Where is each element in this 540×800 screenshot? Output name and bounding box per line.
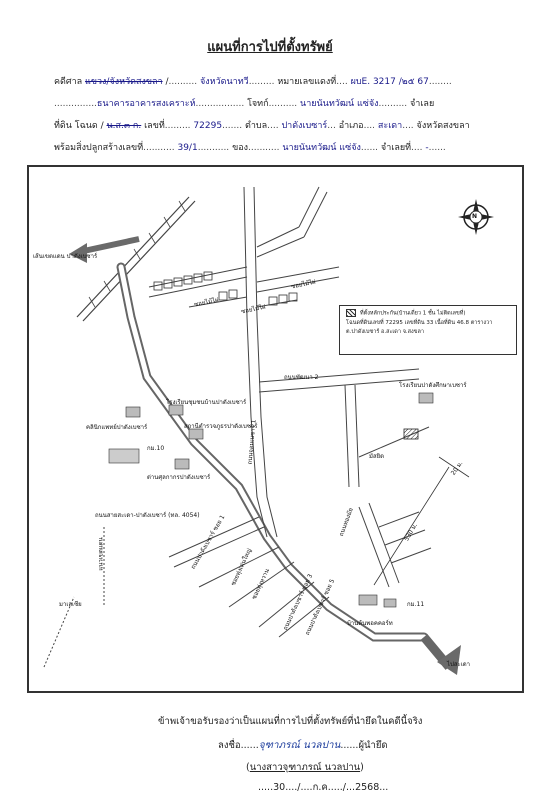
- defendant-no-label: จำเลยที่: [380, 143, 412, 153]
- amphoe-name: สะเดา: [377, 121, 403, 131]
- km10-label: กม.10: [147, 445, 165, 452]
- legend-line-3: ต.ปาดังเบซาร์ อ.สะเดา จ.สงขลา: [346, 328, 424, 335]
- malaysia-label: มาเลเซีย: [59, 601, 82, 608]
- case-number: ผบE. 3217: [350, 77, 396, 87]
- building-number: 39/1: [177, 143, 198, 153]
- mosque-label: มัสยิด: [369, 453, 385, 460]
- dist-530-label: 530 ม.: [403, 522, 419, 543]
- signature-line: ลงชื่อ......จุฑาภรณ์ นวลปาน......ผู้นำยึด: [218, 740, 388, 751]
- date-day: 30: [273, 782, 286, 793]
- tambon-name: ปาดังเบซาร์: [281, 121, 328, 131]
- court-struck: แขวง/จังหวัดสงขลา: [85, 77, 163, 87]
- header-line-4: พร้อมสิ่งปลูกสร้างเลขที่........... 39/1........... ของ........... นายนันทวัฒน์ แซ่จัง...... จำเลยที่.... -......: [54, 143, 446, 153]
- building-label: พร้อมสิ่งปลูกสร้างเลขที่: [54, 143, 144, 153]
- date-month: ก.ค.: [312, 782, 331, 793]
- sign-label: ลงชื่อ: [218, 740, 241, 751]
- signer-name: นางสาวจุฑาภรณ์ นวลปาน: [249, 762, 361, 773]
- defendant-number: -: [425, 143, 429, 153]
- compass-n-label: N: [472, 213, 478, 220]
- property-marker: [404, 429, 418, 439]
- case-label: หมายเลขแดงที่: [277, 77, 337, 87]
- header-line-3: ที่ดิน โฉนด / น.ส.๓ ก. เลขที่......... 72295....... ตำบล.... ปาดังเบซาร์... อำเภอ.... สะเดา.... จังหวัดสงขลา: [54, 121, 470, 131]
- of-label: ของ: [232, 143, 249, 153]
- court-name: จังหวัดนาทวี: [199, 77, 249, 87]
- soi-5-label: ถนนปาดังเบซาร์ ซอย 5: [303, 578, 337, 637]
- customs-label: ด่านศุลกากรปาดังเบซาร์: [147, 474, 211, 481]
- date-line: .....30..../....ก.ค...../...2568...: [258, 782, 389, 793]
- header-line-2: ...............ธนาคารอาคารสงเคราะห์................. โจทก์.......... นายนันทวัฒน์ แซ่จัง.......... จำเลย: [54, 99, 435, 109]
- border-left-label: แนวเขตแดน: [97, 537, 105, 571]
- soi-1-label: ถนนปาดังเบซาร์ ซอย 1: [189, 514, 227, 571]
- province-name: จังหวัดสงขลา: [416, 121, 470, 131]
- phatthana-2-label: ถนนพัฒนา 2: [284, 374, 319, 381]
- signature: จุฑาภรณ์ นวลปาน: [258, 740, 341, 751]
- date-year: 2568: [355, 782, 380, 793]
- header-line-1: คดีศาล แขวง/จังหวัดสงขลา /.......... จังหวัดนาทวี......... หมายเลขแดงที่.... ผบE. 3217 /๒๕ 67........: [54, 77, 452, 87]
- clinic-label: คลินิกแพทย์ปาดังเบซาร์: [86, 424, 148, 431]
- deed-number: 72295: [193, 121, 223, 131]
- case-year: /๒๕ 67: [398, 77, 429, 87]
- soi-maiphai-2: ซอยไม้ไผ่: [240, 303, 267, 316]
- soi-maiphai-3: ซอยไม้ไผ่: [290, 278, 317, 291]
- signer-name-line: (นางสาวจุฑาภรณ์ นวลปาน): [246, 762, 364, 773]
- school-ban-label: โรงเรียนชุมชนบ้านปาดังเบซาร์: [166, 399, 247, 406]
- signer-role: ผู้นำยึด: [358, 740, 388, 751]
- km11-label: กม.11: [407, 601, 425, 608]
- soi-4-label: ถนนปาดังเบซาร์ ซอย 3: [281, 573, 315, 632]
- school-right-label: โรงเรียนปาดังศึกษาเบซาร์: [399, 382, 467, 389]
- jom-road-label: ถนนจอมเบซาร์ 1: [246, 419, 258, 465]
- page-title: แผนที่การไปที่ตั้งทรัพย์: [207, 40, 333, 55]
- tambon-label: ตำบล: [244, 121, 268, 131]
- plaintiff-label: โจทก์: [247, 99, 269, 109]
- legend-line-2: โฉนดที่ดินเลขที่ 72295 เลขที่ดิน 33 เนื้อที่ดิน 46.8 ตารางวา: [346, 319, 493, 326]
- legend-line-1: ที่ตั้งหลักประกัน(บ้านเดี่ยว 1 ชั้น ไม่ติดเลขที่): [360, 310, 466, 317]
- main-road-label: ถนนสายสะเดา-ปาดังเบซาร์ (ทล. 4054): [95, 512, 200, 519]
- border-road-label: เส้นเขตแดน ปาดังเบซาร์: [33, 253, 98, 260]
- soi-2-label: ซอยทุ่งเด่นใหญ่: [229, 547, 254, 587]
- map-legend: [339, 305, 517, 355]
- plaintiff-name: ธนาคารอาคารสงเคราะห์: [96, 99, 196, 109]
- owner-name: นายนันทวัฒน์ แซ่จัง: [282, 143, 361, 153]
- defendant-label: จำเลย: [410, 99, 435, 109]
- certification-statement: ข้าพเจ้าขอรับรองว่าเป็นแผนที่การไปที่ตั้งทรัพย์ที่นำยึดในคดีนี้จริง: [158, 716, 423, 727]
- hatch-swatch-icon: [346, 309, 356, 317]
- soi-3-label: ซอยทุ่งหวาน: [250, 567, 272, 601]
- village-label: บ้านต้นพอคคอร์ท: [347, 620, 393, 627]
- soi-maiphai-1: ซอยไม้ไผ่: [193, 296, 220, 309]
- separator: /: [165, 77, 169, 87]
- amphoe-label: อำเภอ: [338, 121, 364, 131]
- defendant-name: นายนันทวัฒน์ แซ่จัง: [300, 99, 379, 109]
- dist-20-label: 20 ม.: [449, 459, 465, 477]
- deed-type-struck: น.ส.๓ ก.: [106, 121, 142, 131]
- location-map: [27, 165, 524, 693]
- deed-no-label: เลขที่: [144, 121, 165, 131]
- soi-right-label: ถนนทองมัย: [337, 506, 355, 538]
- to-sadao-label: ไปสะเดา: [447, 661, 471, 668]
- land-label: ที่ดิน โฉนด /: [54, 121, 104, 131]
- court-label: คดีศาล: [54, 77, 83, 87]
- police-label: สถานีตำรวจภูธรปาดังเบซาร์: [184, 423, 258, 430]
